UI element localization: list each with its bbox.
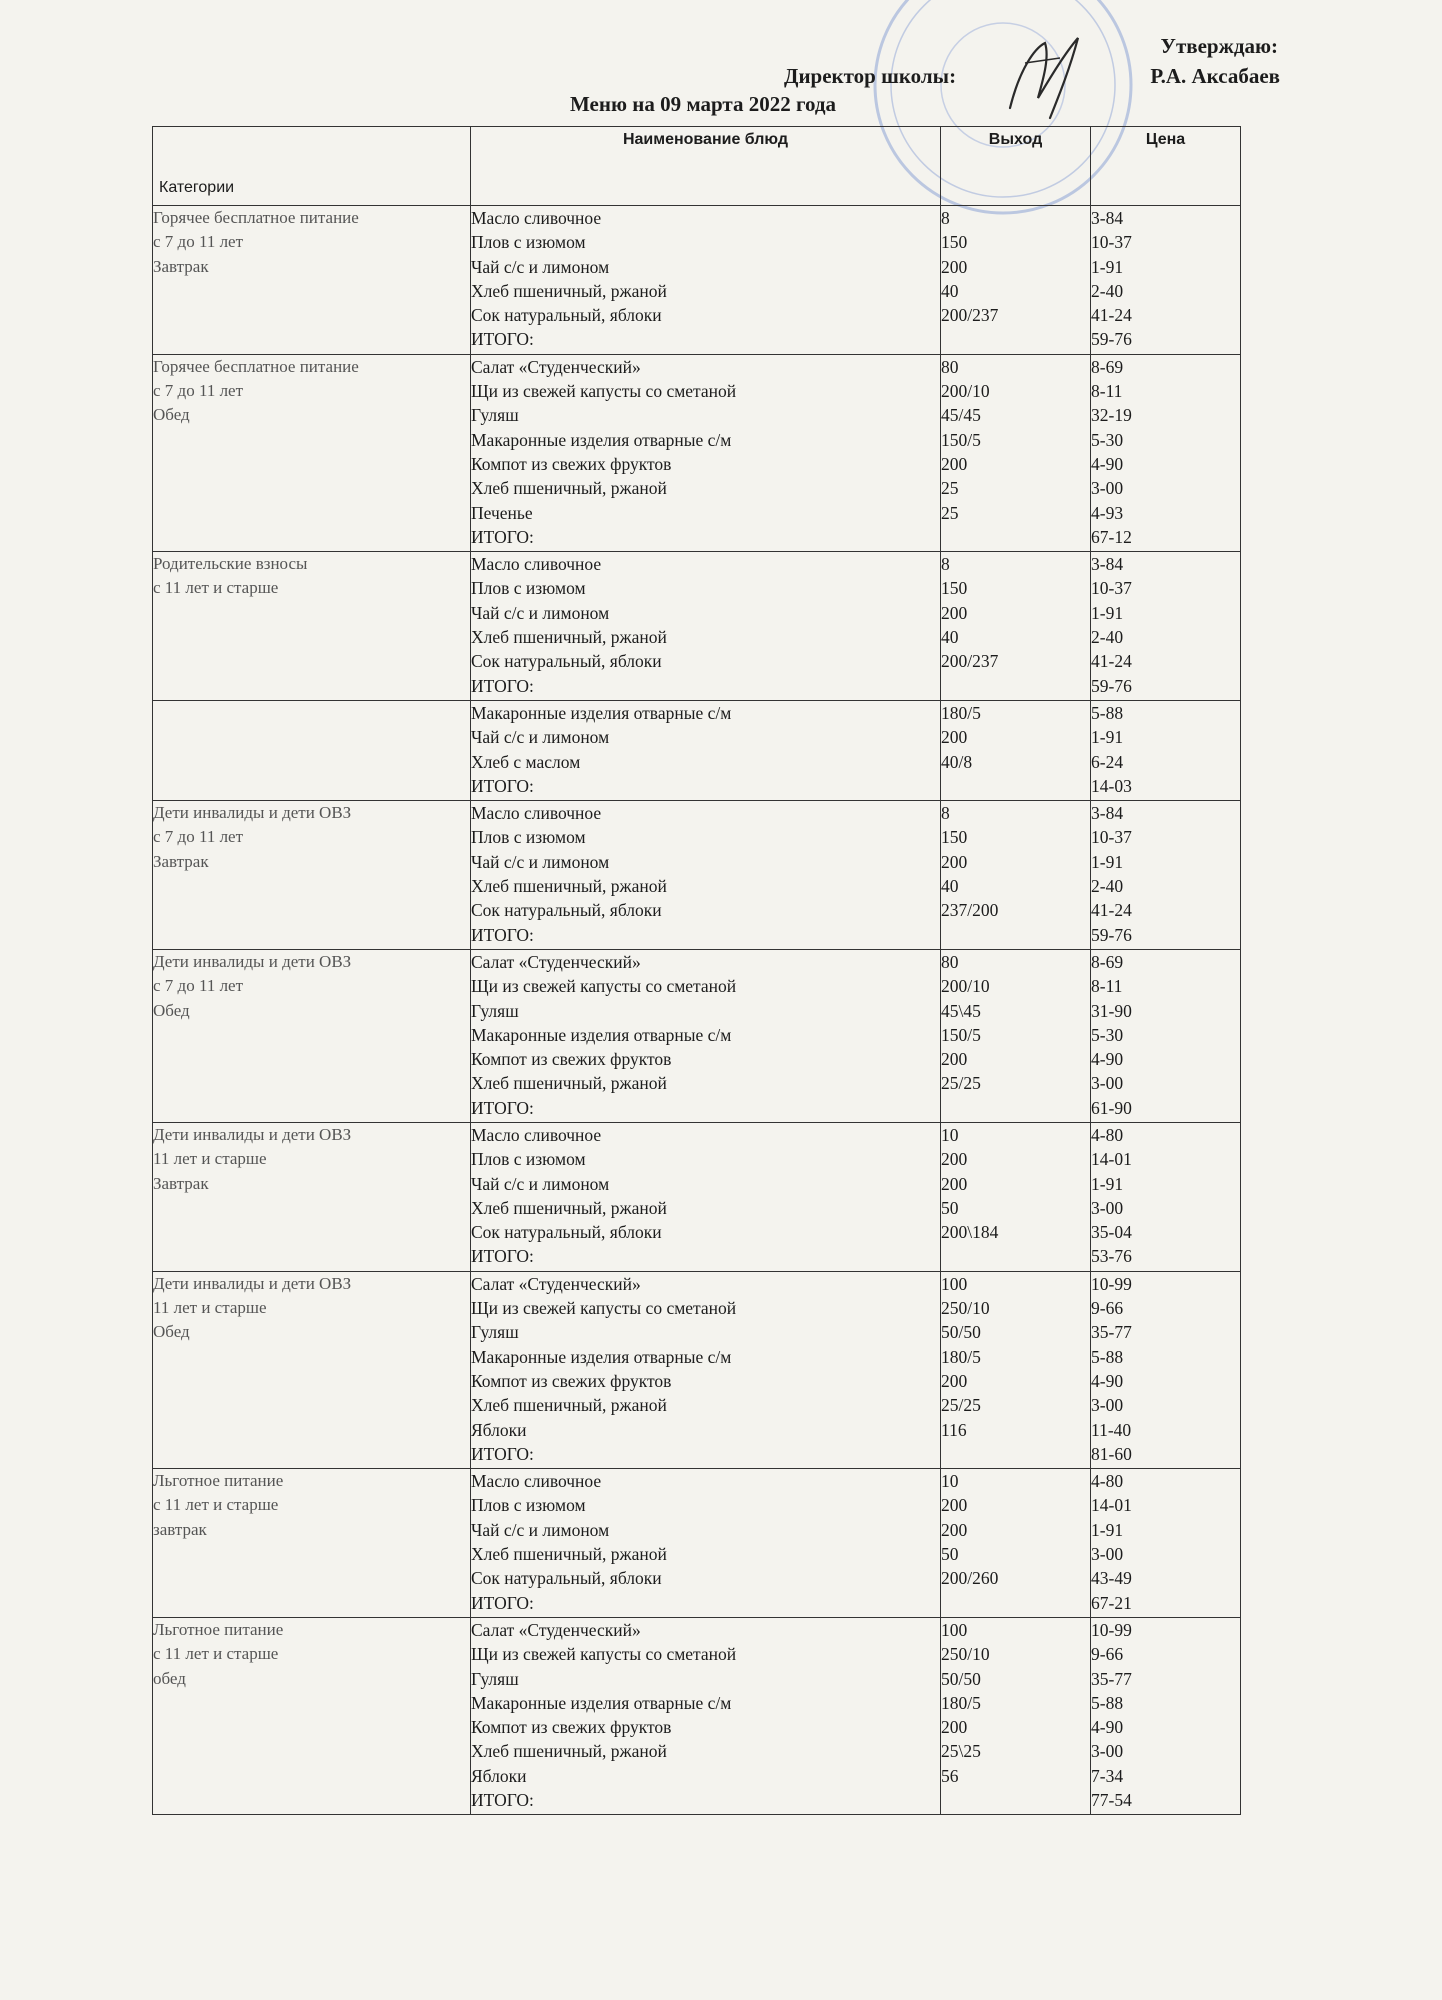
output-cell [941, 206, 1091, 355]
dish-cell-line: Салат «Студенческий» [471, 1273, 641, 1294]
output-cell-line: 25/25 [941, 1073, 981, 1094]
dish-cell-line: Плов с изюмом [471, 578, 586, 599]
dish-cell-line: ИТОГО: [471, 675, 534, 696]
price-cell [1091, 354, 1241, 551]
output-cell-line: 40 [941, 280, 959, 301]
output-cell [941, 700, 1091, 800]
price-cell-line: 2-40 [1091, 627, 1124, 648]
price-cell-line: 59-76 [1091, 329, 1132, 350]
category-cell-line: с 11 лет и старше [153, 1495, 279, 1515]
category-cell-line: Дети инвалиды и дети ОВЗ [153, 1124, 352, 1144]
output-cell-line: 150 [941, 827, 968, 848]
dish-cell-line: Щи из свежей капусты со сметаной [471, 976, 737, 997]
price-cell-line: 32-19 [1091, 405, 1132, 426]
price-cell-line: 9-66 [1091, 1644, 1124, 1665]
dish-cell-line: Сок натуральный, яблоки [471, 1568, 662, 1589]
dish-cell-line: Чай с/с и лимоном [471, 1173, 610, 1194]
output-cell-line: 10 [941, 1124, 959, 1145]
price-cell [1091, 801, 1241, 950]
category-cell [153, 700, 471, 800]
category-cell-line: с 11 лет и старше [153, 578, 279, 598]
output-cell-line: 250/10 [941, 1644, 990, 1665]
output-cell-line: 40 [941, 627, 959, 648]
dish-cell-line: ИТОГО: [471, 1443, 534, 1464]
dish-cell [471, 354, 941, 551]
output-cell-line: 150 [941, 578, 968, 599]
output-cell [941, 552, 1091, 701]
output-cell-line: 200 [941, 1717, 968, 1738]
output-cell-line: 150/5 [941, 429, 981, 450]
table-row [153, 552, 1241, 701]
output-cell-line: 200 [941, 1519, 968, 1540]
dish-cell [471, 1271, 941, 1468]
table-row [153, 206, 1241, 355]
output-cell [941, 1469, 1091, 1618]
dish-cell-line: Сок натуральный, яблоки [471, 900, 662, 921]
dish-cell-line: Щи из свежей капусты со сметаной [471, 381, 737, 402]
output-cell-line: 25 [941, 478, 959, 499]
price-cell-line: 67-21 [1091, 1592, 1132, 1613]
price-cell-line: 10-37 [1091, 827, 1132, 848]
price-cell-line: 61-90 [1091, 1097, 1132, 1118]
price-cell-line: 14-01 [1091, 1149, 1132, 1170]
table-header-row [153, 127, 1241, 206]
category-cell-line: 11 лет и старше [153, 1149, 267, 1169]
dish-cell-line: Компот из свежих фруктов [471, 453, 672, 474]
output-cell-line: 25 [941, 502, 959, 523]
category-cell-line: завтрак [153, 1519, 207, 1539]
dish-cell-line: Хлеб пшеничный, ржаной [471, 478, 667, 499]
price-cell-line: 35-77 [1091, 1322, 1132, 1343]
price-cell-line: 3-00 [1091, 1073, 1124, 1094]
price-cell-line: 35-04 [1091, 1222, 1132, 1243]
output-cell-line: 25/25 [941, 1395, 981, 1416]
price-cell-line: 5-30 [1091, 1024, 1124, 1045]
price-cell-line: 1-91 [1091, 851, 1124, 872]
dish-cell-line: Масло сливочное [471, 1471, 602, 1492]
output-cell-line: 8 [941, 208, 950, 228]
dish-cell-line: Салат «Студенческий» [471, 951, 641, 972]
output-cell-line: 180/5 [941, 1692, 981, 1713]
output-cell-line: 200/237 [941, 305, 999, 326]
director-name: Р.А. Аксабаев [1150, 64, 1280, 88]
dish-cell-line: Плов с изюмом [471, 1495, 586, 1516]
output-cell-line [941, 1096, 1090, 1120]
dish-cell-line: ИТОГО: [471, 924, 534, 945]
dish-cell-line: Масло сливочное [471, 554, 602, 575]
dish-cell-line: Плов с изюмом [471, 1149, 586, 1170]
output-cell-line: 50 [941, 1197, 959, 1218]
dish-cell-line: Масло сливочное [471, 208, 602, 228]
price-cell-line: 10-99 [1091, 1619, 1132, 1640]
price-cell-line: 4-90 [1091, 1717, 1124, 1738]
output-cell-line: 40 [941, 876, 959, 897]
director-row [0, 64, 1442, 94]
output-cell-line: 80 [941, 356, 959, 377]
output-cell-line [941, 525, 1090, 549]
dish-cell-line: Макаронные изделия отварные с/м [471, 1692, 732, 1713]
output-cell-line [941, 1244, 1090, 1268]
category-cell-line: Горячее бесплатное питание [153, 208, 359, 227]
category-cell-line: Льготное питание [153, 1619, 284, 1639]
header-dish: Наименование блюд [471, 127, 941, 206]
category-cell-line: Дети инвалиды и дети ОВЗ [153, 803, 352, 823]
output-cell [941, 354, 1091, 551]
table-row [153, 1271, 1241, 1468]
category-cell-line: с 7 до 11 лет [153, 232, 244, 252]
header-category: Категории [153, 127, 471, 206]
output-cell-line [941, 1442, 1090, 1466]
menu-title: Меню на 09 марта 2022 года [570, 92, 837, 116]
price-cell-line: 67-12 [1091, 526, 1132, 547]
dish-cell [471, 1617, 941, 1814]
price-cell-line: 10-37 [1091, 232, 1132, 253]
dish-cell-line: Гуляш [471, 1668, 519, 1689]
dish-cell-line: Хлеб пшеничный, ржаной [471, 1073, 667, 1094]
category-cell [153, 354, 471, 551]
output-cell-line: 25\25 [941, 1741, 981, 1762]
output-cell-line: 200 [941, 1370, 968, 1391]
category-cell-line: обед [153, 1668, 186, 1688]
price-cell-line: 1-91 [1091, 256, 1124, 277]
output-cell-line [941, 327, 1090, 351]
dish-cell-line: Сок натуральный, яблоки [471, 305, 662, 326]
category-cell-line: Обед [153, 405, 190, 425]
output-cell-line: 200/237 [941, 651, 999, 672]
category-cell-line: с 11 лет и старше [153, 1644, 279, 1664]
price-cell-line: 1-91 [1091, 1173, 1124, 1194]
price-cell-line: 81-60 [1091, 1443, 1132, 1464]
output-cell-line: 200/10 [941, 381, 990, 402]
dish-cell-line: Макаронные изделия отварные с/м [471, 1346, 732, 1367]
category-cell-line: 11 лет и старше [153, 1298, 267, 1318]
output-cell-line: 200 [941, 1495, 968, 1516]
dish-cell-line: ИТОГО: [471, 1246, 534, 1267]
category-cell-line: Обед [153, 1322, 190, 1342]
price-cell-line: 1-91 [1091, 1519, 1124, 1540]
output-cell-line: 200 [941, 1149, 968, 1170]
price-cell-line: 5-88 [1091, 1346, 1124, 1367]
dish-cell-line: Масло сливочное [471, 803, 602, 824]
price-cell-line: 10-99 [1091, 1273, 1132, 1294]
category-cell-line: Обед [153, 1000, 190, 1020]
output-cell-line: 237/200 [941, 900, 999, 921]
category-cell-line: с 7 до 11 лет [153, 381, 244, 401]
dish-cell [471, 1122, 941, 1271]
output-cell [941, 801, 1091, 950]
output-cell-line [941, 1591, 1090, 1615]
dish-cell-line: Хлеб пшеничный, ржаной [471, 1544, 667, 1565]
category-cell [153, 1617, 471, 1814]
category-cell-line: Горячее бесплатное питание [153, 356, 359, 376]
dish-cell-line: Чай с/с и лимоном [471, 256, 610, 277]
output-cell [941, 949, 1091, 1122]
price-cell [1091, 206, 1241, 355]
price-cell-line: 11-40 [1091, 1419, 1132, 1440]
dish-cell-line: Плов с изюмом [471, 827, 586, 848]
table-row [153, 700, 1241, 800]
output-cell-line: 150 [941, 232, 968, 253]
price-cell [1091, 1122, 1241, 1271]
dish-cell-line: ИТОГО: [471, 526, 534, 547]
dish-cell-line: Масло сливочное [471, 1124, 602, 1145]
category-cell-line: Родительские взносы [153, 554, 308, 574]
price-cell-line: 6-24 [1091, 751, 1124, 772]
price-cell-line: 77-54 [1091, 1790, 1132, 1810]
price-cell-line: 3-00 [1091, 1544, 1124, 1565]
price-cell [1091, 949, 1241, 1122]
price-cell-line: 59-76 [1091, 675, 1132, 696]
dish-cell [471, 552, 941, 701]
category-cell-line: Дети инвалиды и дети ОВЗ [153, 951, 352, 971]
output-cell-line: 200 [941, 1173, 968, 1194]
category-cell-line: с 7 до 11 лет [153, 976, 244, 996]
output-cell-line: 150/5 [941, 1024, 981, 1045]
dish-cell-line: Яблоки [471, 1419, 527, 1440]
price-cell [1091, 1617, 1241, 1814]
price-cell-line: 3-00 [1091, 1395, 1124, 1416]
output-cell-line [941, 1788, 1090, 1812]
output-cell-line: 200 [941, 727, 968, 748]
price-cell-line: 14-03 [1091, 775, 1132, 796]
approval-label: Утверждаю: [1160, 34, 1278, 58]
output-cell-line: 45/45 [941, 405, 981, 426]
dish-cell-line: Хлеб пшеничный, ржаной [471, 1741, 667, 1762]
output-cell-line: 200 [941, 602, 968, 623]
price-cell-line: 4-90 [1091, 1049, 1124, 1070]
category-cell [153, 1469, 471, 1618]
menu-table [152, 126, 1241, 1815]
dish-cell-line: Чай с/с и лимоном [471, 727, 610, 748]
price-cell-line: 8-11 [1091, 976, 1123, 997]
dish-cell [471, 206, 941, 355]
price-cell-line: 43-49 [1091, 1568, 1132, 1589]
price-cell-line: 53-76 [1091, 1246, 1132, 1267]
price-cell-line: 41-24 [1091, 651, 1132, 672]
price-cell [1091, 1469, 1241, 1618]
dish-cell [471, 700, 941, 800]
category-cell-line: Дети инвалиды и дети ОВЗ [153, 1273, 352, 1293]
output-cell-line: 80 [941, 951, 959, 972]
output-cell-line: 50/50 [941, 1668, 981, 1689]
price-cell-line: 7-34 [1091, 1765, 1124, 1786]
category-cell [153, 1122, 471, 1271]
price-cell-line: 9-66 [1091, 1298, 1124, 1319]
dish-cell-line: ИТОГО: [471, 1097, 534, 1118]
price-cell-line: 2-40 [1091, 876, 1124, 897]
price-cell-line: 31-90 [1091, 1000, 1132, 1021]
output-cell-line: 50 [941, 1544, 959, 1565]
output-cell [941, 1617, 1091, 1814]
price-cell-line: 4-80 [1091, 1124, 1124, 1145]
price-cell-line: 3-00 [1091, 1741, 1124, 1762]
dish-cell [471, 949, 941, 1122]
dish-cell-line: Компот из свежих фруктов [471, 1049, 672, 1070]
price-cell-line: 4-80 [1091, 1471, 1124, 1492]
dish-cell-line: Чай с/с и лимоном [471, 851, 610, 872]
price-cell-line: 41-24 [1091, 900, 1132, 921]
price-cell [1091, 1271, 1241, 1468]
price-cell-line: 3-84 [1091, 803, 1124, 824]
price-cell-line: 8-11 [1091, 381, 1123, 402]
dish-cell-line: Хлеб пшеничный, ржаной [471, 1197, 667, 1218]
dish-cell-line: Хлеб с маслом [471, 751, 581, 772]
output-cell-line: 200/10 [941, 976, 990, 997]
price-cell-line: 8-69 [1091, 356, 1124, 377]
price-cell-line: 3-00 [1091, 1197, 1124, 1218]
dish-cell-line: Яблоки [471, 1765, 527, 1786]
dish-cell-line: Плов с изюмом [471, 232, 586, 253]
category-cell-line: Завтрак [153, 851, 209, 871]
category-cell-line: Завтрак [153, 256, 209, 276]
dish-cell-line: Чай с/с и лимоном [471, 1519, 610, 1540]
output-cell-line: 200/260 [941, 1568, 999, 1589]
price-cell-line: 1-91 [1091, 602, 1124, 623]
dish-cell-line: ИТОГО: [471, 775, 534, 796]
category-cell [153, 552, 471, 701]
price-cell [1091, 552, 1241, 701]
output-cell-line: 180/5 [941, 702, 981, 723]
output-cell-line: 8 [941, 554, 950, 575]
price-cell-line: 8-69 [1091, 951, 1124, 972]
category-cell-line: Льготное питание [153, 1471, 284, 1491]
price-cell-line: 4-90 [1091, 1370, 1124, 1391]
header-price: Цена [1091, 127, 1241, 206]
dish-cell-line: ИТОГО: [471, 329, 534, 350]
dish-cell-line: Щи из свежей капусты со сметаной [471, 1644, 737, 1665]
output-cell-line: 50/50 [941, 1322, 981, 1343]
price-cell-line: 10-37 [1091, 578, 1132, 599]
table-row [153, 1122, 1241, 1271]
menu-table-body [153, 206, 1241, 1815]
price-cell-line: 3-84 [1091, 208, 1124, 228]
table-row [153, 949, 1241, 1122]
category-cell [153, 1271, 471, 1468]
dish-cell-line: Хлеб пшеничный, ржаной [471, 280, 667, 301]
price-cell-line: 3-00 [1091, 478, 1124, 499]
table-row [153, 1617, 1241, 1814]
dish-cell-line: Компот из свежих фруктов [471, 1717, 672, 1738]
price-cell-line: 5-88 [1091, 1692, 1124, 1713]
director-label: Директор школы: [784, 64, 957, 88]
category-cell-line: Завтрак [153, 1173, 209, 1193]
output-cell-line: 200\184 [941, 1222, 999, 1243]
price-cell-line: 2-40 [1091, 280, 1124, 301]
dish-cell-line: Чай с/с и лимоном [471, 602, 610, 623]
output-cell [941, 1122, 1091, 1271]
dish-cell-line: Компот из свежих фруктов [471, 1370, 672, 1391]
dish-cell-line: Гуляш [471, 405, 519, 426]
output-cell-line [941, 674, 1090, 698]
output-cell-line: 100 [941, 1273, 968, 1294]
dish-cell-line: Щи из свежей капусты со сметаной [471, 1298, 737, 1319]
table-row [153, 801, 1241, 950]
output-cell-line: 250/10 [941, 1298, 990, 1319]
price-cell-line: 5-30 [1091, 429, 1124, 450]
category-cell-line: с 7 до 11 лет [153, 827, 244, 847]
output-cell-line: 200 [941, 256, 968, 277]
dish-cell [471, 1469, 941, 1618]
output-cell-line: 45\45 [941, 1000, 981, 1021]
category-cell [153, 949, 471, 1122]
dish-cell-line: Гуляш [471, 1322, 519, 1343]
price-cell-line: 5-88 [1091, 702, 1124, 723]
dish-cell-line: Макаронные изделия отварные с/м [471, 429, 732, 450]
output-cell-line: 10 [941, 1471, 959, 1492]
dish-cell-line: Гуляш [471, 1000, 519, 1021]
dish-cell-line: ИТОГО: [471, 1790, 534, 1810]
output-cell-line: 116 [941, 1419, 967, 1440]
dish-cell-line: Хлеб пшеничный, ржаной [471, 627, 667, 648]
dish-cell [471, 801, 941, 950]
dish-cell-line: Хлеб пшеничный, ржаной [471, 1395, 667, 1416]
output-cell-line: 180/5 [941, 1346, 981, 1367]
output-cell-line: 56 [941, 1765, 959, 1786]
output-cell-line: 100 [941, 1619, 968, 1640]
price-cell-line: 3-84 [1091, 554, 1124, 575]
dish-cell-line: Макаронные изделия отварные с/м [471, 702, 732, 723]
dish-cell-line: Сок натуральный, яблоки [471, 1222, 662, 1243]
category-cell [153, 801, 471, 950]
output-cell-line [941, 923, 1090, 947]
price-cell-line: 59-76 [1091, 924, 1132, 945]
price-cell-line: 4-90 [1091, 453, 1124, 474]
table-row [153, 354, 1241, 551]
header-output: Выход [941, 127, 1091, 206]
output-cell-line: 8 [941, 803, 950, 824]
category-cell [153, 206, 471, 355]
price-cell [1091, 700, 1241, 800]
dish-cell-line: Макаронные изделия отварные с/м [471, 1024, 732, 1045]
output-cell-line: 200 [941, 453, 968, 474]
price-cell-line: 14-01 [1091, 1495, 1132, 1516]
output-cell-line: 200 [941, 851, 968, 872]
output-cell-line: 200 [941, 1049, 968, 1070]
dish-cell-line: Салат «Студенческий» [471, 356, 641, 377]
price-cell-line: 41-24 [1091, 305, 1132, 326]
output-cell [941, 1271, 1091, 1468]
output-cell-line: 40/8 [941, 751, 973, 772]
dish-cell-line: Салат «Студенческий» [471, 1619, 641, 1640]
dish-cell-line: ИТОГО: [471, 1592, 534, 1613]
price-cell-line: 35-77 [1091, 1668, 1132, 1689]
table-row [153, 1469, 1241, 1618]
dish-cell-line: Сок натуральный, яблоки [471, 651, 662, 672]
price-cell-line: 1-91 [1091, 727, 1124, 748]
dish-cell-line: Хлеб пшеничный, ржаной [471, 876, 667, 897]
output-cell-line [941, 774, 1090, 798]
dish-cell-line: Печенье [471, 502, 533, 523]
price-cell-line: 4-93 [1091, 502, 1124, 523]
